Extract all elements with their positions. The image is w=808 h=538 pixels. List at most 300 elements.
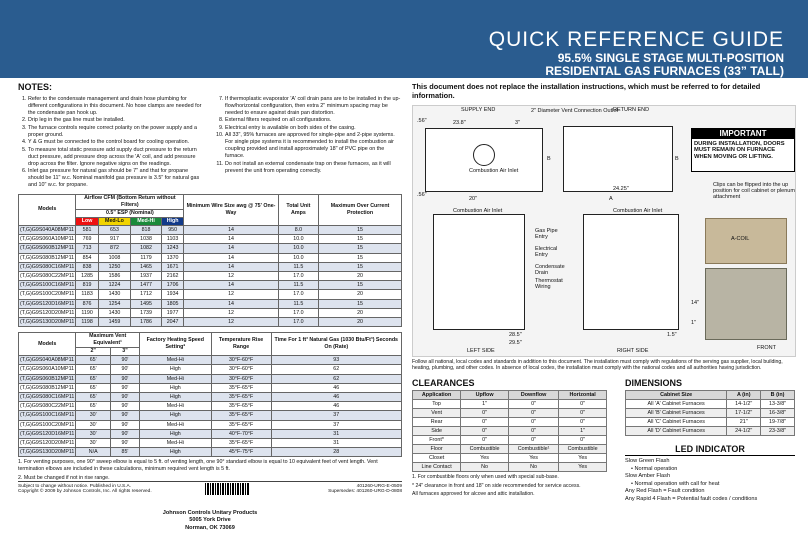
table-cell: (T,G)G9S100C16MP11 (20, 412, 75, 419)
label-clips: Clips can be flipped into the up position for coil cabinet or plenum attachment (713, 181, 795, 200)
table-row (19, 290, 402, 299)
table-cell: Line Contact (413, 463, 461, 472)
airflow-table (18, 194, 402, 327)
dim-3: 3" (515, 119, 521, 126)
table-cell: 1739 (131, 308, 162, 317)
table-cell: 14 (184, 225, 278, 234)
table-row (19, 402, 402, 411)
vent-footnote-2: 2. Must be changed if not in rise range. (18, 475, 110, 482)
led-list (625, 458, 795, 503)
table-cell: 65' (76, 392, 111, 401)
dim-h-b: B (in) (761, 391, 795, 400)
table-cell: 30°F-60°F (211, 374, 271, 383)
table-cell: 15 (319, 253, 402, 262)
table-row (19, 271, 402, 280)
table-cell: Yes (559, 454, 607, 463)
table-cell: 1254 (98, 299, 130, 308)
table-cell: 35°F-65°F (211, 411, 271, 420)
table-cell: 713 (76, 244, 98, 253)
table-cell: 2162 (161, 271, 183, 280)
led-red: Any Red Flash = Fault condition (625, 488, 705, 495)
table-cell: 90' (111, 383, 140, 392)
table-cell: 1370 (161, 253, 183, 262)
clr-h-horiz: Horizontal (559, 391, 607, 400)
notes-col-2 (215, 96, 402, 190)
table-cell: 1459 (98, 317, 130, 326)
table-cell: All 'A' Cabinet Furnaces (626, 400, 727, 409)
table-cell: 20 (319, 308, 402, 317)
table-cell: 2047 (161, 317, 183, 326)
table-cell: 93 (271, 356, 401, 365)
table-cell: (T,G)G9S080C22MP11 (20, 403, 75, 410)
table-cell: (T,G)G9S060A10MP11 (20, 236, 75, 243)
table-cell: 1586 (98, 271, 130, 280)
table-cell: Med-Hi (139, 438, 211, 447)
furnace-cabinet (705, 268, 787, 340)
label-electrical: Electrical Entry (535, 245, 558, 258)
table-cell: 0" (461, 418, 509, 427)
table-cell: 65' (76, 402, 111, 411)
table-cell: Closet (413, 454, 461, 463)
clr-h-app: Application (413, 391, 461, 400)
table-cell: No (461, 463, 509, 472)
table-cell: 838 (76, 262, 98, 271)
airflow-table-body (19, 225, 402, 326)
table-row (626, 409, 795, 418)
table-cell: Rear (413, 418, 461, 427)
table-row (626, 418, 795, 427)
important-box (691, 128, 795, 172)
footer-code-1: 401260-URG-E-0509 (356, 484, 402, 489)
table-cell: Med-Hi (139, 356, 211, 365)
note-item: 11. Do not install an external condensate trap on these furnaces, as it will prevent the unit from operating correctly. (225, 161, 402, 175)
return-end-view (563, 126, 673, 192)
table-cell: 46 (271, 402, 401, 411)
table-cell: (T,G)G9S100C20MP11 (20, 421, 75, 428)
table-cell: 31 (271, 438, 401, 447)
table-cell: 31 (271, 429, 401, 438)
table-cell: 0" (508, 436, 558, 445)
table-cell: 62 (271, 374, 401, 383)
table-cell: 46 (271, 392, 401, 401)
table-cell: (T,G)G9S080B12MP11 (20, 384, 75, 391)
table-cell: 12 (184, 290, 278, 299)
table-cell: 14 (184, 299, 278, 308)
dim-1: 1" (691, 319, 697, 326)
table-cell: 1937 (131, 271, 162, 280)
led-normal: • Normal operation (631, 465, 678, 472)
table-cell: 90' (111, 402, 140, 411)
dimensions-title: DIMENSIONS (625, 378, 683, 388)
combustion-air-circle (473, 144, 495, 166)
table-row (19, 235, 402, 244)
table-cell: 0" (508, 427, 558, 436)
table-cell: 35°F-65°F (211, 420, 271, 429)
table-cell: Yes (508, 454, 558, 463)
table-cell: 24-1/2" (727, 427, 761, 436)
table-row (19, 262, 402, 271)
table-cell: 20 (319, 317, 402, 326)
table-cell: 1934 (161, 290, 183, 299)
table-cell: 1103 (161, 235, 183, 244)
table-cell: 12 (184, 317, 278, 326)
led-rapid: Any Rapid 4 Flash = Potential fault codes / conditions (625, 495, 758, 502)
table-cell: 0" (559, 418, 607, 427)
table-cell: 17.0 (278, 317, 318, 326)
airflow-h-models: Models (19, 194, 76, 225)
dim-285: 28.5" (509, 331, 522, 338)
table-cell: 1183 (76, 290, 98, 299)
table-cell: 581 (76, 225, 98, 234)
table-cell: (T,G)G9S130D20MP11 (20, 449, 75, 456)
notes-list (18, 96, 402, 190)
clearances-title: CLEARANCES (412, 378, 475, 388)
dim-056-top: .56" (417, 117, 427, 124)
table-cell: 15 (319, 244, 402, 253)
table-cell: 20 (319, 290, 402, 299)
table-cell: 769 (76, 235, 98, 244)
note-item: 1. Refer to the condensate management and drain hose plumbing for different configurations in this document. No hose clamps are needed for the condensate pan hook up. (28, 96, 205, 117)
table-row (19, 244, 402, 253)
table-cell: 1786 (131, 317, 162, 326)
table-cell: 65' (76, 356, 111, 365)
table-cell: Front* (413, 436, 461, 445)
table-cell: 0" (508, 400, 558, 409)
table-cell: All 'B' Cabinet Furnaces (626, 409, 727, 418)
table-cell: 14-1/2" (727, 400, 761, 409)
table-row (19, 308, 402, 317)
table-cell: Med-Hi (139, 402, 211, 411)
table-cell: (T,G)G9S060B12MP11 (20, 245, 75, 252)
table-cell: 1198 (76, 317, 98, 326)
dim-20: 20" (469, 195, 478, 202)
note-item: 7. If thermoplastic evaporator 'A' coil drain pans are to be installed in the up-flow/horizontal configuration, then extra 2" minimum spacing may be needed to ensure against drain pan distortion. (225, 96, 402, 117)
table-cell: 17.0 (278, 271, 318, 280)
table-cell: 11.5 (278, 281, 318, 290)
table-cell: 90' (111, 420, 140, 429)
table-cell: 17.0 (278, 308, 318, 317)
table-cell: 876 (76, 299, 98, 308)
table-cell: 37 (271, 411, 401, 420)
vent-h-models: Models (19, 333, 76, 356)
table-cell: 1082 (131, 244, 162, 253)
table-cell: 1477 (131, 281, 162, 290)
lower-right (412, 378, 796, 503)
led-title: LED INDICATOR (625, 444, 795, 456)
table-cell: 11.5 (278, 262, 318, 271)
left-column (18, 82, 402, 482)
table-cell: 15 (319, 235, 402, 244)
table-cell: Vent (413, 409, 461, 418)
vent-h-heat: Factory Heating Speed Setting² (139, 333, 211, 356)
table-cell: (T,G)G9S060A10MP11 (20, 366, 75, 373)
company-street: 5005 York Drive (189, 517, 231, 524)
table-cell: 1" (559, 427, 607, 436)
label-gas-pipe: Gas Pipe Entry (535, 227, 558, 240)
vent-footnote-1: 1. For venting purposes, one 90° sweep elbow is equal to 5 ft. of venting length, one 90° standard elbow is equal to 10 equivalent feet of vent length. Vent termination elbows are included in these calculations, minimum required vent length is 5 ft. (18, 459, 378, 473)
table-row (413, 454, 607, 463)
table-cell: 1008 (98, 253, 130, 262)
table-cell: Med-Hi (139, 420, 211, 429)
table-cell: No (508, 463, 558, 472)
table-cell: 1038 (131, 235, 162, 244)
table-row (413, 463, 607, 472)
table-cell: High (139, 383, 211, 392)
led-slow-green: Slow Green Flash (625, 458, 670, 464)
table-cell: (T,G)G9S130D20MP11 (20, 318, 75, 325)
table-cell: Side (413, 427, 461, 436)
table-cell: Yes (559, 463, 607, 472)
table-cell: 17-1/2" (727, 409, 761, 418)
table-cell: 90' (111, 411, 140, 420)
table-cell: 30' (76, 438, 111, 447)
table-cell: 1179 (131, 253, 162, 262)
vent-table-body (19, 356, 402, 457)
note-item: 10. All 33", 95% furnaces are approved for single-pipe and 2-pipe systems. For single pipe systems it is recommended to install the combustion air coupling provided and install approximately 18" of PVC pipe on the furnace. (225, 132, 402, 160)
table-row (413, 427, 607, 436)
table-cell: 1805 (161, 299, 183, 308)
table-cell: 30°F-60°F (211, 356, 271, 365)
table-cell: 35°F-65°F (211, 402, 271, 411)
table-cell: 0" (508, 418, 558, 427)
important-heading: IMPORTANT (692, 129, 794, 139)
table-cell: 0" (461, 409, 509, 418)
table-cell: 15 (319, 281, 402, 290)
label-left-side: LEFT SIDE (467, 347, 495, 354)
table-cell: Med-Hi (139, 374, 211, 383)
vent-h-vent: Maximum Vent Equivalent¹ (76, 333, 140, 348)
airflow-h-ocp: Maximum Over Current Protection (319, 194, 402, 225)
table-cell: 14 (184, 235, 278, 244)
table-cell: 90' (111, 365, 140, 374)
clr-h-up: Upflow (461, 391, 509, 400)
table-cell: High (139, 411, 211, 420)
label-cond-drain: Condensate Drain (535, 263, 565, 276)
label-right-side: RIGHT SIDE (617, 347, 649, 354)
label-supply-end: SUPPLY END (461, 106, 496, 113)
dim-2425: 24.25" (613, 185, 629, 192)
table-cell: 30' (76, 411, 111, 420)
table-row (19, 448, 402, 457)
right-side-view (583, 214, 679, 330)
table-cell: 35°F-65°F (211, 392, 271, 401)
table-cell: Combustible¹ (508, 445, 558, 454)
table-cell: 65' (76, 374, 111, 383)
table-row (19, 383, 402, 392)
label-comb-air: Combustion Air Inlet (469, 167, 519, 174)
dim-14: 14" (691, 299, 700, 306)
table-cell: 854 (76, 253, 98, 262)
table-cell: (T,G)G9S060B12MP11 (20, 375, 75, 382)
clearance-note-3: All furnaces approved for alcove and attic installation. (412, 491, 535, 497)
table-row (19, 253, 402, 262)
table-cell: 15 (319, 299, 402, 308)
table-cell: 37 (271, 420, 401, 429)
clearances-table (412, 390, 607, 472)
table-cell: 21" (727, 418, 761, 427)
dim-b-left: B (547, 155, 551, 162)
vent-h-temp: Temperature Rise Range (211, 333, 271, 356)
table-cell: Floor (413, 445, 461, 454)
table-cell: N/A (76, 448, 111, 457)
table-cell: 20 (319, 271, 402, 280)
table-cell: 90' (111, 429, 140, 438)
table-cell: 10.0 (278, 253, 318, 262)
table-cell: (T,G)G9S120D20MP11 (20, 439, 75, 446)
speed-high: High (161, 217, 183, 225)
table-cell: 45°F-75°F (211, 448, 271, 457)
footer-address (18, 510, 402, 532)
clearances-section (412, 378, 607, 503)
vent-h-2in: 2" (76, 348, 111, 356)
table-row (413, 436, 607, 445)
airflow-h-esp: 0.5" ESP (Nominal) (76, 209, 184, 217)
table-cell: 14 (184, 244, 278, 253)
note-item: 8. External filters required on all configurations. (225, 117, 402, 124)
codes-paragraph: Follow all national, local codes and standards in addition to this document. The installation must comply with regulations of the serving gas supplier, local building, heating, plumbing, and other codes. In absence of local codes, the installation must comply with the national codes and all authorities having jurisdiction. (412, 358, 783, 372)
table-cell: 16-3/8" (761, 409, 795, 418)
table-cell: (T,G)G9S080B12MP11 (20, 254, 75, 261)
table-cell: 1712 (131, 290, 162, 299)
dimensions-table (625, 390, 795, 436)
table-cell: 1977 (161, 308, 183, 317)
table-cell: 19-7/8" (761, 418, 795, 427)
table-row (19, 420, 402, 429)
table-cell: 0" (461, 436, 509, 445)
table-cell: All 'D' Cabinet Furnaces (626, 427, 727, 436)
table-cell: 12 (184, 308, 278, 317)
table-cell: 0" (461, 427, 509, 436)
airflow-h-cfm: Airflow CFM (Bottom Return without Filters) (76, 194, 184, 209)
table-cell: High (139, 392, 211, 401)
table-row (19, 317, 402, 326)
table-row (19, 356, 402, 365)
clearance-note-1: 1. For combustible floors only when used with special sub-base. (412, 474, 559, 480)
dim-056-bottom: .56" (417, 191, 427, 198)
table-cell: 1" (461, 400, 509, 409)
vent-h-time: Time For 1 ft³ Natural Gas (1030 Btu/Ft³) Seconds On (Rate) (271, 333, 401, 356)
label-vent-outlet: 2" Diameter Vent Connection Outlet (531, 107, 618, 114)
table-row (19, 392, 402, 401)
clearance-note-2: * 24" clearance in front and 18" on side recommended for service access. (412, 482, 581, 489)
right-column (412, 82, 796, 372)
table-cell: (T,G)G9S100C16MP11 (20, 282, 75, 289)
note-item: 6. Inlet gas pressure for natural gas should be 7" and that for propane should be 11" w.c. Nominal manifold gas pressure is 3.5" for natural gas and 10" w.c. for propane. (28, 168, 205, 189)
table-cell: 30' (76, 429, 111, 438)
table-row (19, 225, 402, 234)
table-cell: 62 (271, 365, 401, 374)
footer-line-1: Subject to change without notice. Published in U.S.A. (18, 484, 132, 489)
airflow-h-wire: Minimum Wire Size awg @ 75' One-Way (184, 194, 278, 225)
company-city: Norman, OK 73069 (185, 524, 235, 531)
table-cell: 15 (319, 225, 402, 234)
table-row (19, 281, 402, 290)
table-cell: 0" (508, 409, 558, 418)
vent-table (18, 332, 402, 457)
table-cell: 14 (184, 262, 278, 271)
table-cell: (T,G)G9S080C16MP11 (20, 263, 75, 270)
table-cell: 46 (271, 383, 401, 392)
dim-15: 1.5" (667, 331, 677, 338)
table-cell: Combustible (461, 445, 509, 454)
table-cell: High (139, 448, 211, 457)
speed-med-hi: Med-Hi (131, 217, 162, 225)
label-comb-air-2: Combustion Air Inlet (453, 207, 503, 214)
speed-med-lo: Med-Lo (98, 217, 130, 225)
table-cell: 90' (111, 374, 140, 383)
dim-a: A (609, 195, 613, 202)
table-cell: 1430 (98, 290, 130, 299)
table-cell: 1706 (161, 281, 183, 290)
table-cell: 10.0 (278, 244, 318, 253)
table-cell: (T,G)G9S040A08MP11 (20, 226, 75, 233)
table-cell: 12 (184, 271, 278, 280)
table-cell: 13-3/8" (761, 400, 795, 409)
table-row (19, 365, 402, 374)
label-return-end: RETURN END (613, 106, 650, 113)
table-row (19, 438, 402, 447)
disclaimer: This document does not replace the installation instructions, which must be referred to for detailed information. (412, 82, 761, 101)
table-cell: 0" (559, 400, 607, 409)
table-cell: 10.0 (278, 235, 318, 244)
guide-subtitle-2: RESIDENTAL GAS FURNACES (33” TALL) (545, 64, 784, 78)
barcode-image (205, 483, 249, 495)
table-cell: 15 (319, 262, 402, 271)
table-cell: 1671 (161, 262, 183, 271)
table-cell: 1224 (98, 281, 130, 290)
table-row (19, 374, 402, 383)
important-text: DURING INSTALLATION, DOORS MUST REMAIN ON FURNACE WHEN MOVING OR LIFTING. (694, 140, 785, 161)
table-cell: 8.0 (278, 225, 318, 234)
table-row (19, 429, 402, 438)
table-cell: 819 (76, 281, 98, 290)
footer-code-2: Supersedes: 401260-URG-D-0808 (328, 489, 402, 494)
table-cell: 85' (111, 448, 140, 457)
led-normal-heat: • Normal operation with call for heat (631, 480, 720, 487)
table-cell: 1250 (98, 262, 130, 271)
table-cell: 90' (111, 392, 140, 401)
table-cell: All 'C' Cabinet Furnaces (626, 418, 727, 427)
table-cell: (T,G)G9S120D16MP11 (20, 430, 75, 437)
table-cell: 35°F-65°F (211, 438, 271, 447)
notes-title: NOTES: (18, 82, 53, 92)
dim-295: 29.5" (509, 339, 522, 346)
table-cell: 17.0 (278, 290, 318, 299)
table-cell: 65' (76, 365, 111, 374)
header-banner (0, 0, 808, 78)
table-cell: 65' (76, 383, 111, 392)
table-cell: 872 (98, 244, 130, 253)
table-row (19, 299, 402, 308)
table-cell: 30' (76, 420, 111, 429)
note-item: 9. Electrical entry is available on both sides of the casing. (225, 125, 402, 132)
table-cell: 653 (98, 225, 130, 234)
table-row (626, 400, 795, 409)
company-name: Johnson Controls Unitary Products (162, 510, 258, 516)
dim-b-right: B (675, 155, 679, 162)
clearances-body (413, 400, 607, 472)
table-row (19, 411, 402, 420)
label-comb-air-3: Combustion Air Inlet (613, 207, 663, 214)
table-cell: 90' (111, 356, 140, 365)
table-row (413, 418, 607, 427)
guide-title: QUICK REFERENCE GUIDE (488, 28, 784, 51)
table-cell: 1465 (131, 262, 162, 271)
dimensions-body (626, 400, 795, 436)
dim-h-a: A (in) (727, 391, 761, 400)
table-cell: (T,G)G9S120D20MP11 (20, 309, 75, 316)
table-cell: 14 (184, 253, 278, 262)
